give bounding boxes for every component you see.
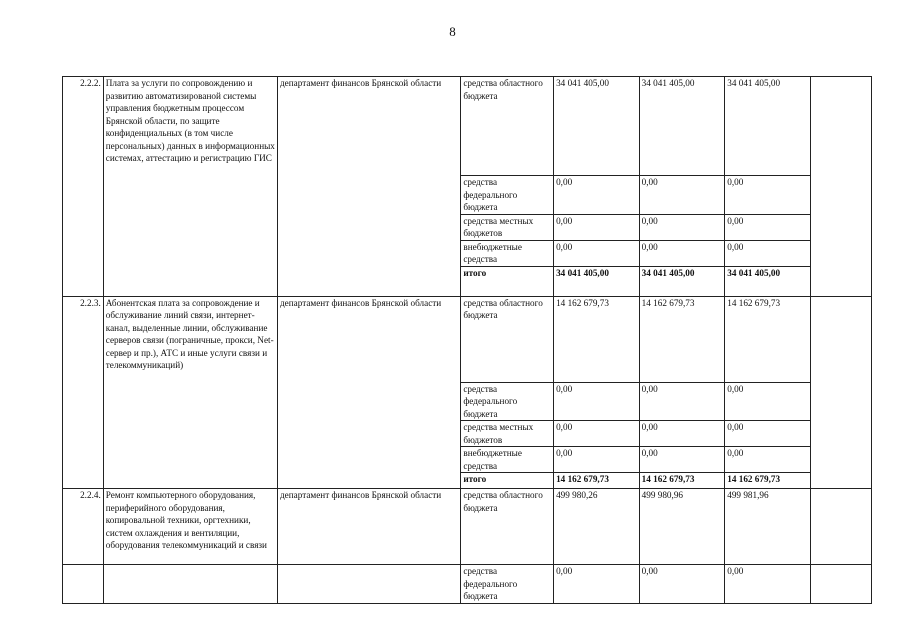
- value-cell: 0,00: [639, 382, 725, 421]
- funding-source: внебюджетные средства: [461, 447, 554, 473]
- value-cell: 0,00: [725, 565, 811, 604]
- item-department: департамент финансов Брянской области: [277, 296, 460, 489]
- value-cell: 0,00: [554, 176, 640, 215]
- item-department: департамент финансов Брянской области: [277, 489, 460, 565]
- value-cell: 0,00: [554, 421, 640, 447]
- value-cell: 0,00: [725, 447, 811, 473]
- budget-table: [62, 76, 872, 604]
- item-name: Абонентская плата за сопровождение и обслуживание линий связи, интернет-канал, выделенные линии, обслуживание серверов связи (пограничные, прокси, Net-сервер и пр.), АТС и иные услуги связи и телекоммуникаций): [103, 296, 277, 489]
- funding-source: средства областного бюджета: [461, 296, 554, 382]
- value-cell: 0,00: [725, 382, 811, 421]
- total-value: 14 162 679,73: [639, 473, 725, 489]
- total-value: 34 041 405,00: [554, 266, 640, 296]
- funding-source: средства местных бюджетов: [461, 214, 554, 240]
- page-number: 8: [449, 24, 456, 39]
- value-cell: 0,00: [725, 176, 811, 215]
- empty-cell: [810, 565, 871, 604]
- empty-cell: [810, 77, 871, 297]
- item-number: 2.2.3.: [63, 296, 104, 489]
- value-cell: 499 980,96: [639, 489, 725, 565]
- total-value: 34 041 405,00: [639, 266, 725, 296]
- total-value: 14 162 679,73: [725, 473, 811, 489]
- value-cell: 499 981,96: [725, 489, 811, 565]
- item-number: 2.2.4.: [63, 489, 104, 565]
- value-cell: 14 162 679,73: [554, 296, 640, 382]
- value-cell: 0,00: [639, 240, 725, 266]
- funding-source: средства федерального бюджета: [461, 565, 554, 604]
- empty-cell: [103, 565, 277, 604]
- item-name: Плата за услуги по сопровождению и развитию автоматизированой системы управления бюджетным процессом Брянской области, по защите конфиденциальных (в том числе персональных) данных в информационных системах, аттестацию и регистрацию ГИС: [103, 77, 277, 297]
- table-row: [63, 296, 872, 382]
- item-name: Ремонт компьютерного оборудования, периферийного оборудования, копировальной техники, оргтехники, систем охлаждения и вентиляции, оборудования телекоммуникаций и связи: [103, 489, 277, 565]
- value-cell: 34 041 405,00: [639, 77, 725, 176]
- value-cell: 0,00: [554, 382, 640, 421]
- empty-cell: [810, 296, 871, 489]
- value-cell: 0,00: [639, 447, 725, 473]
- item-department: департамент финансов Брянской области: [277, 77, 460, 297]
- funding-source: средства федерального бюджета: [461, 176, 554, 215]
- value-cell: 14 162 679,73: [639, 296, 725, 382]
- value-cell: 0,00: [639, 176, 725, 215]
- total-value: 34 041 405,00: [725, 266, 811, 296]
- empty-cell: [63, 565, 104, 604]
- empty-cell: [277, 565, 460, 604]
- empty-cell: [810, 489, 871, 565]
- value-cell: 0,00: [554, 214, 640, 240]
- value-cell: 34 041 405,00: [554, 77, 640, 176]
- funding-source: средства областного бюджета: [461, 489, 554, 565]
- table-row: [63, 565, 872, 604]
- value-cell: 0,00: [639, 214, 725, 240]
- value-cell: 14 162 679,73: [725, 296, 811, 382]
- value-cell: 0,00: [554, 565, 640, 604]
- value-cell: 0,00: [554, 240, 640, 266]
- value-cell: 0,00: [639, 565, 725, 604]
- funding-source: средства федерального бюджета: [461, 382, 554, 421]
- total-value: 14 162 679,73: [554, 473, 640, 489]
- funding-source: внебюджетные средства: [461, 240, 554, 266]
- value-cell: 499 980,26: [554, 489, 640, 565]
- table-row: [63, 77, 872, 176]
- funding-source: итого: [461, 473, 554, 489]
- value-cell: 0,00: [725, 421, 811, 447]
- table-row: [63, 489, 872, 565]
- funding-source: итого: [461, 266, 554, 296]
- funding-source: средства местных бюджетов: [461, 421, 554, 447]
- item-number: 2.2.2.: [63, 77, 104, 297]
- value-cell: 0,00: [554, 447, 640, 473]
- value-cell: 0,00: [725, 240, 811, 266]
- value-cell: 0,00: [725, 214, 811, 240]
- funding-source: средства областного бюджета: [461, 77, 554, 176]
- value-cell: 34 041 405,00: [725, 77, 811, 176]
- value-cell: 0,00: [639, 421, 725, 447]
